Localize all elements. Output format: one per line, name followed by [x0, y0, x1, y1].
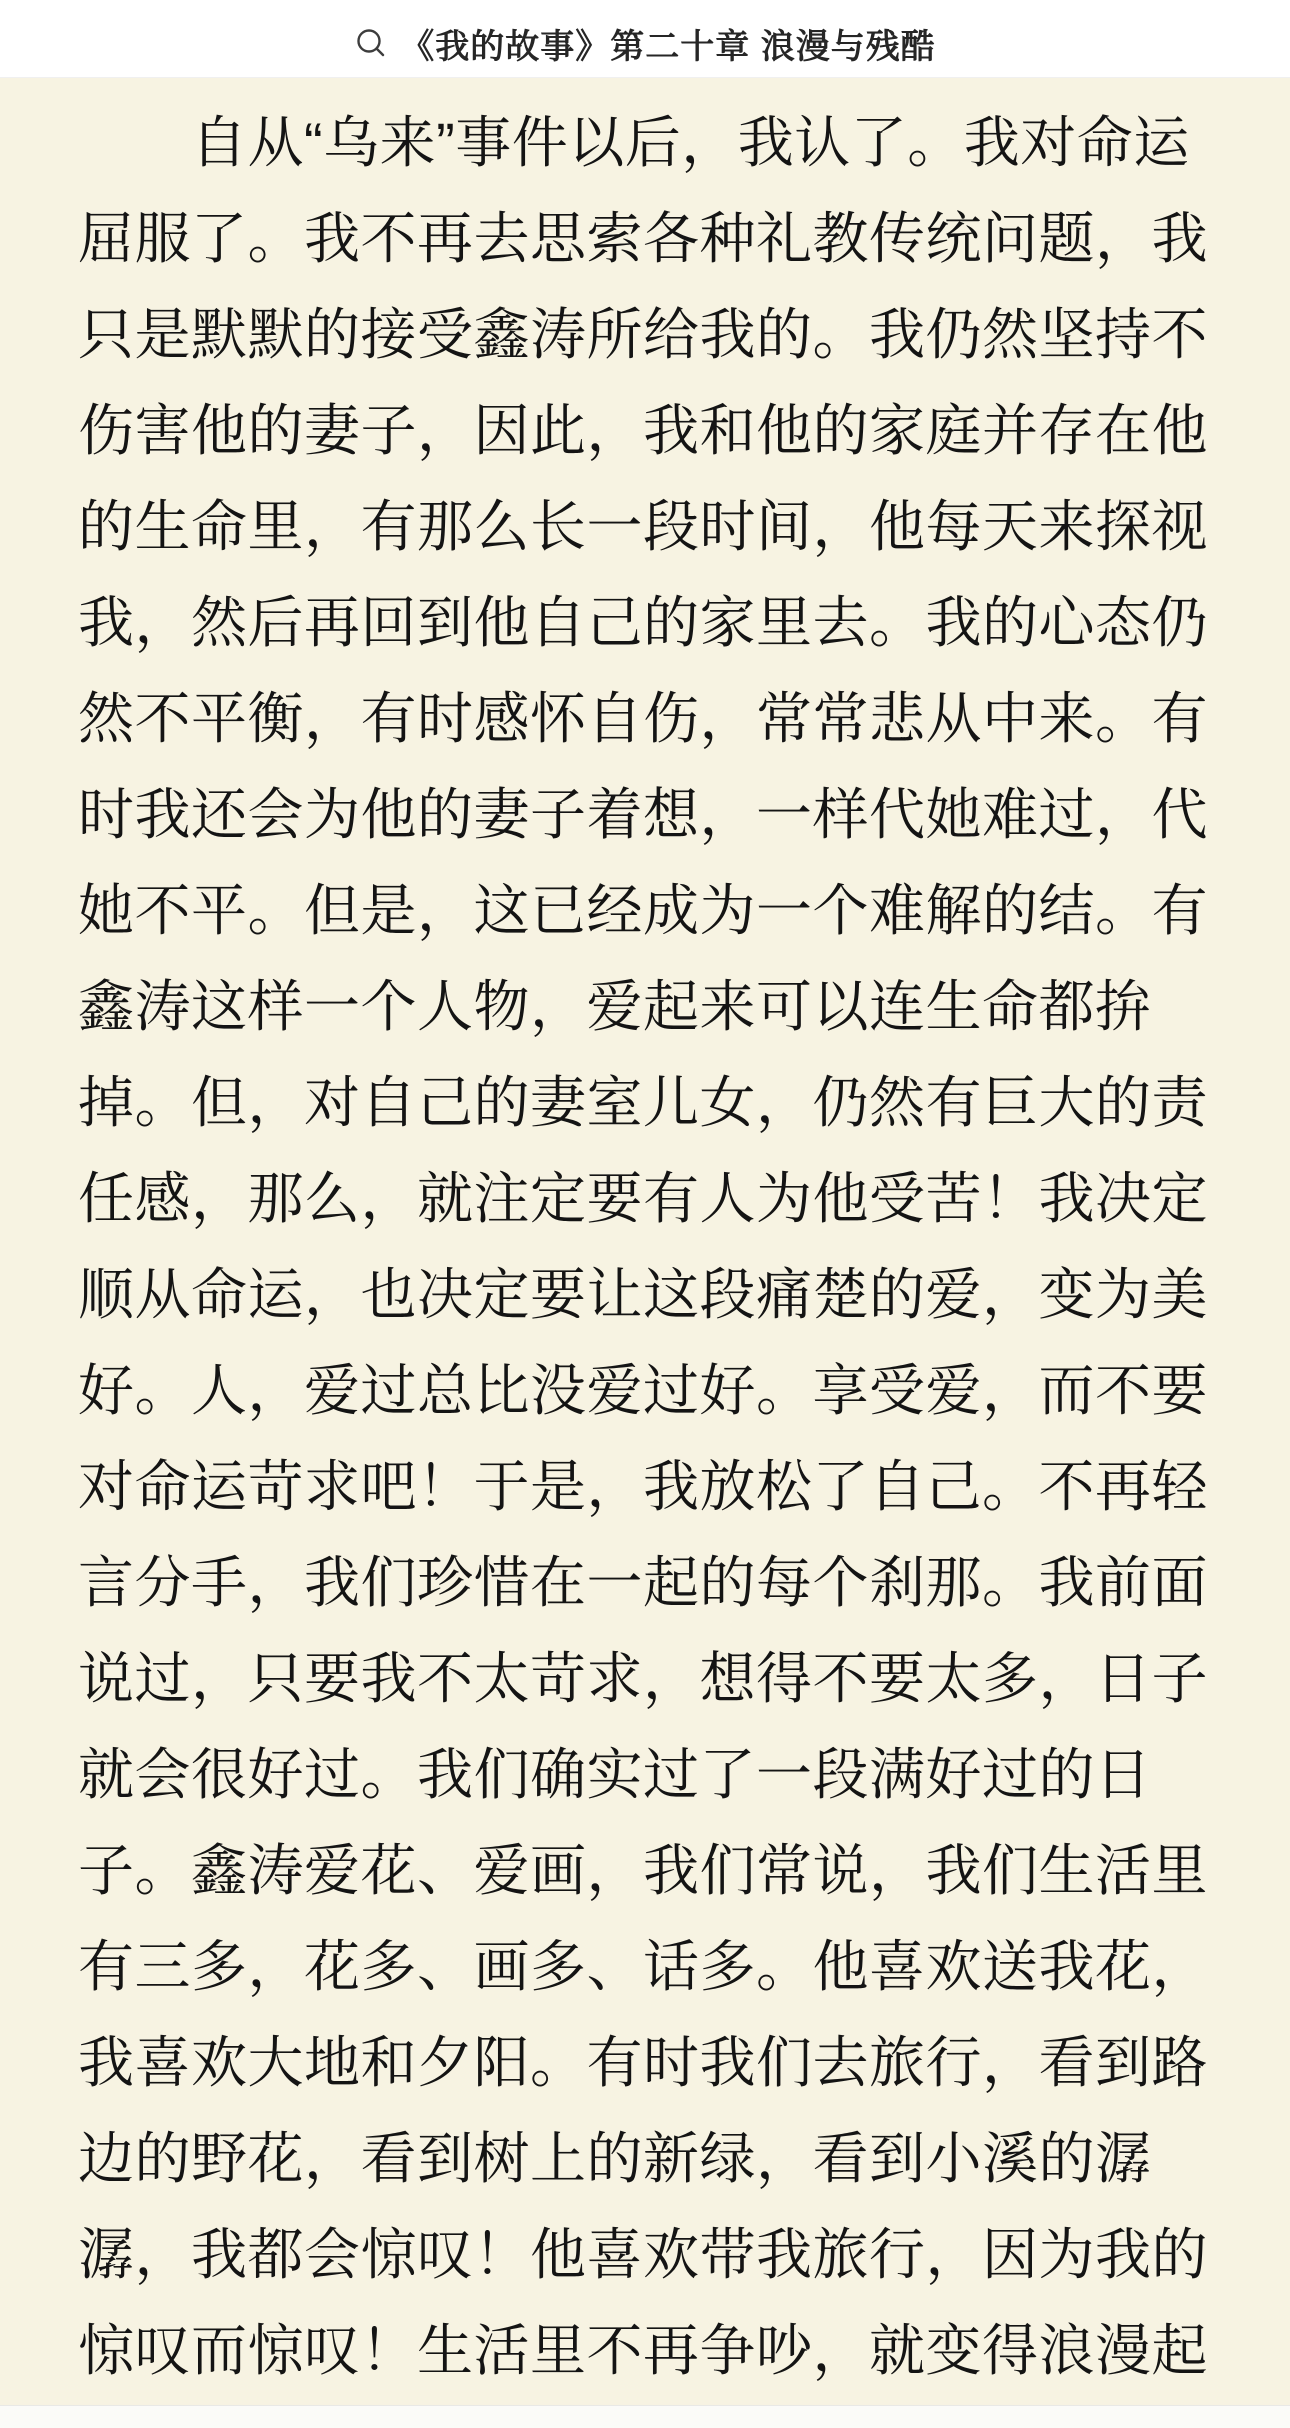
text-line: 对命运苛求吧！于是，我放松了自己。不再轻 [78, 1455, 1208, 1518]
text-line: 言分手，我们珍惜在一起的每个刹那。我前面 [78, 1551, 1208, 1614]
reading-page[interactable] [0, 78, 1290, 2406]
text-line: 说过，只要我不太苛求，想得不要太多，日子 [78, 1647, 1208, 1710]
chapter-title: 《我的故事》第二十章 浪漫与残酷 [400, 28, 936, 66]
text-line: 屈服了。我不再去思索各种礼教传统问题，我 [78, 207, 1208, 270]
chapter-title-row [354, 19, 935, 68]
text-line: 边的野花，看到树上的新绿，看到小溪的潺 [78, 2127, 1152, 2190]
text-line: 她不平。但是，这已经成为一个难解的结。有 [78, 879, 1208, 942]
chapter-header [0, 0, 1290, 78]
text-line: 时我还会为他的妻子着想，一样代她难过，代 [78, 783, 1208, 846]
text-line: 掉。但，对自己的妻室儿女，仍然有巨大的责 [78, 1071, 1208, 1134]
text-line: 任感，那么，就注定要有人为他受苦！我决定 [78, 1167, 1208, 1230]
text-line: 自从“乌来”事件以后，我认了。我对命运 [191, 111, 1190, 174]
text-line: 顺从命运，也决定要让这段痛楚的爱，变为美 [78, 1263, 1208, 1326]
text-line: 就会很好过。我们确实过了一段满好过的日 [78, 1743, 1152, 1806]
text-line: 只是默默的接受鑫涛所给我的。我仍然坚持不 [78, 303, 1208, 366]
text-line: 好。人，爱过总比没爱过好。享受爱，而不要 [78, 1359, 1208, 1422]
text-line: 有三多，花多、画多、话多。他喜欢送我花， [78, 1935, 1208, 1998]
search-icon[interactable] [354, 27, 388, 61]
text-line: 的生命里，有那么长一段时间，他每天来探视 [78, 495, 1208, 558]
text-line: 我喜欢大地和夕阳。有时我们去旅行，看到路 [78, 2031, 1208, 2094]
text-line: 然不平衡，有时感怀自伤，常常悲从中来。有 [78, 687, 1208, 750]
text-line: 子。鑫涛爱花、爱画，我们常说，我们生活里 [78, 1839, 1208, 1902]
text-line: 潺，我都会惊叹！他喜欢带我旅行，因为我的 [78, 2223, 1208, 2286]
text-line: 鑫涛这样一个人物，爱起来可以连生命都拚 [78, 975, 1152, 1038]
text-line: 我，然后再回到他自己的家里去。我的心态仍 [78, 591, 1208, 654]
text-line: 惊叹而惊叹！生活里不再争吵，就变得浪漫起 [78, 2319, 1208, 2382]
chapter-paragraph [78, 95, 1212, 2399]
text-line: 伤害他的妻子，因此，我和他的家庭并存在他 [78, 399, 1208, 462]
page-edge-strip [0, 2405, 1290, 2428]
